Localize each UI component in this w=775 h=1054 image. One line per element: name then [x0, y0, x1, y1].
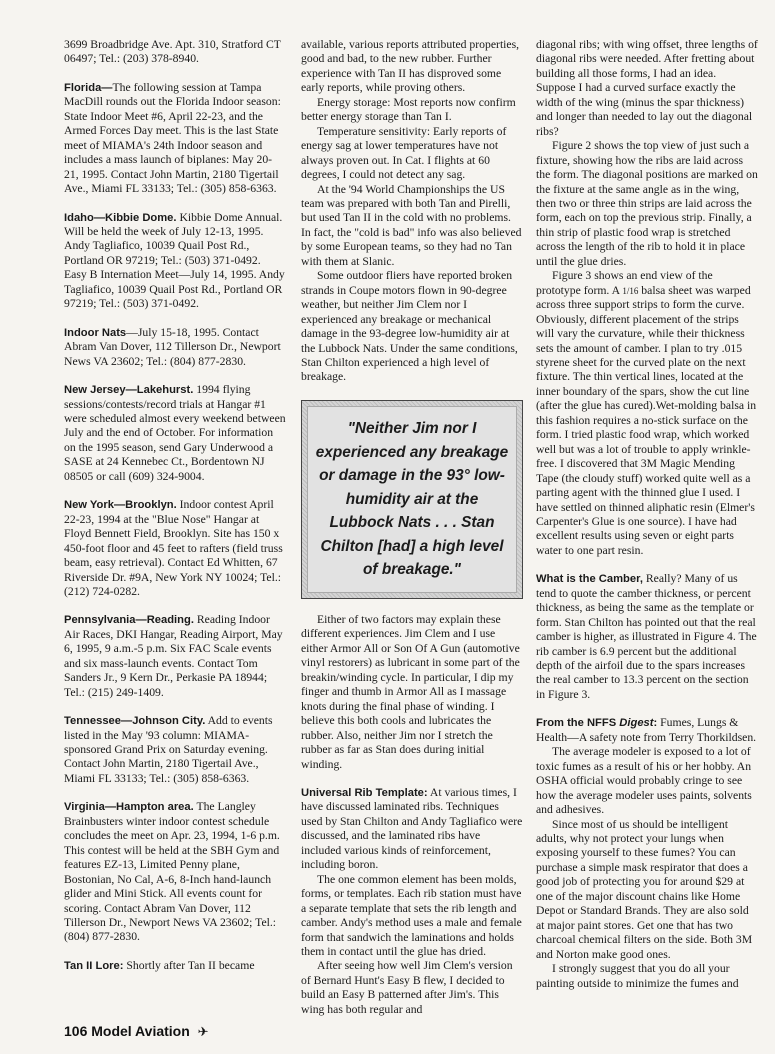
column-2-continued: [301, 613, 523, 1017]
listing-heading: Idaho—Kibbie Dome.: [64, 211, 177, 224]
section-heading: Universal Rib Template:: [301, 786, 428, 799]
listing-heading: Florida—: [64, 81, 113, 94]
listing-heading: Pennsylvania—Reading.: [64, 614, 194, 627]
column-1: [64, 38, 286, 973]
section-universal-rib-template: Universal Rib Template: At various times, I have discussed laminated ribs. Techniques used by Stan Chilton and Andy Tagliafico were discussed, and the laminated ribs have included various kinds of reinforcement, including boron.: [301, 785, 523, 872]
listing-pennsylvania: Pennsylvania—Reading. Reading Indoor Air Races, DKI Hangar, Reading Airport, May 6, 1995, 9 a.m.-5 p.m. Six FAC Scale events and six mass-launch events. Contact Tom Sanders Jr., 9 Kern Dr., Perkasie PA 18944; Tel.: (215) 249-1409.: [64, 613, 283, 699]
paragraph: The one common element has been molds, forms, or templates. Each rib station must have a separate template that sets the rib length and camber. Andy's method uses a male and female form that sandwich the laminations and holds them in contact until the glue has dried.: [301, 872, 522, 958]
column-2: [301, 38, 523, 385]
paragraph: I strongly suggest that you do all your painting outside to minimize the fumes and: [536, 962, 739, 990]
paragraph: available, various reports attributed properties, good and bad, to the new rubber. Further experience with Tan II has disproved some early reports, while proving others.: [301, 38, 520, 95]
listing-idaho: Idaho—Kibbie Dome. Kibbie Dome Annual. Will be held the week of July 12-13, 1995. Andy Tagliafico, 10039 Quail Post Rd., Portland OR 97219; Tel.: (503) 371-0492. Easy B Internation Meet—July 14, 1995. Andy Tagliafico, 10039 Quail Post Rd., Portland OR 97219; Tel.: (503) 371-0492.: [64, 210, 285, 311]
paragraph: Figure 3 shows an end view of the prototype form. A 1/16 balsa sheet was warped across three support strips to form the curve. Obviously, different placement of the strips will vary the curvature, while their thickness sets the amount of camber. I plan to try .015 styrene sheet for the curved plate on the next fixture. The thin vertical lines, located at the inner boundary of the spars, show the cut line (after the glue has cured).Wet-molding balsa in this fashion requires a no-stick surface on the form. I tried plastic food wrap, which worked well but was a lot of trouble to apply wrinkle-free. I discovered that 3M Magic Mending Tape (the cloudy stuff) worked quite well as a parting agent with the thinned glue I used. I have settled on thinned aliphatic resin (Elmer's Carpenter's Glue is one source). I have had excellent results using seven or eight parts water to one part resin.: [536, 269, 757, 557]
listing-florida: Florida—The following session at Tampa MacDill rounds out the Florida Indoor season: State Indoor Meet #6, April 22-23, and the Armed Forces Day meet. This is the last State meet of MIAMA's 24th Indoor season and includes a mass launch of biplanes: May 20-21, 1995. Contact John Martin, 2180 Tigertail Ave., Miami FL 33133; Tel.: (305) 858-6363.: [64, 80, 281, 196]
paragraph: Figure 2 shows the top view of just such a fixture, showing how the ribs are laid across the form. The diagonal positions are marked on the fixture at the same angle as in the wing, then two or three thin strips are laid across the form, each on top the previous strip. Finally, a thin strip of plastic food wrap is stretched across the length of the rib to hold it in place until the glue dries.: [536, 139, 758, 268]
listing-new-jersey: New Jersey—Lakehurst. 1994 flying sessions/contests/record trials at Hangar #1 were scheduled almost every weekend between July and the end of October. For information on the 1995 season, send Gary Underwood a SASE at 24 Kennebec Ct., Bordentown NJ 08505 or call (609) 324-9004.: [64, 383, 286, 483]
paragraph: Some outdoor fliers have reported broken strands in Coupe motors flown in 90-degree weather, but neither Jim Clem nor I experienced any breakage or mechanical damage in the 93-degree low-humidity air at the Lubbock Nats. Under the same conditions, Stan Chilton experienced a high level of breakage.: [301, 269, 518, 384]
paragraph: The average modeler is exposed to a lot of toxic fumes as a result of his or her hobby. An OSHA official would probably cringe to see how the average modeler uses paints, solvents and adhesives.: [536, 745, 752, 817]
section-what-is-the-camber: What is the Camber, Really? Many of us tend to quote the camber thickness, or percent thickness, as being the same as the template or form. Stan Chilton has pointed out that the real camber is higher, as illustrated in Figure 4. The rib camber is 6.9 percent but the additional depth of the airfoil due to the spars increases the real camber to 13.3 percent on the section in Figure 3.: [536, 572, 757, 701]
pull-quote-box: [301, 400, 523, 599]
section-heading: From the NFFS Digest:: [536, 717, 658, 730]
paragraph: diagonal ribs; with wing offset, three lengths of diagonal ribs were needed. After fretting about building all those forms, I had an idea. Suppose I had a curved surface exactly the width of the wing (minus the spar thickness) and longer than needed to lay out the diagonal ribs?: [536, 38, 758, 138]
paragraph: After seeing how well Jim Clem's version of Bernard Hunt's Easy B flew, I decided to build an Easy B patterned after Jim's. This wing has both regular and: [301, 959, 513, 1016]
paragraph: Either of two factors may explain these different experiences. Jim Clem and I use either Armor All or Son Of A Gun (automotive vinyl restorers) as lubricant in some part of the breakin/winding cycle. In particular, I dip my finger and thumb in Armor All as I massage knots during the final phase of winding. I believe this both cools and lubricates the rubber. Also, neither Jim nor I stretch the rubber as far as Stan does during initial winding.: [301, 613, 520, 771]
paragraph: Since most of us should be intelligent adults, why not protect your lungs when exposing yourself to these fumes? You can purchase a simple mask respirator that does a good job of protecting you for around $29 at one of the major discount chains like Home Depot or Standard Brands. They are also sold at major paint stores. Get one that has two charcoal chemical filters on the side. Both 3M and Norton make good ones.: [536, 817, 753, 961]
magazine-title: Model Aviation: [91, 1023, 190, 1039]
section-nffs-digest: From the NFFS Digest: Fumes, Lungs & Health—A safety note from Terry Thorkildsen.: [536, 716, 757, 744]
listing-heading: New Jersey—Lakehurst.: [64, 384, 194, 397]
listing-heading: Indoor Nats: [64, 326, 127, 339]
listing-heading: Virginia—Hampton area.: [64, 801, 194, 814]
listing-tennessee: Tennessee—Johnson City. Add to events listed in the May '93 column: MIAMA-sponsored Grand Prix on Saturday evening. Contact John Martin, 2180 Tigertail Ave., Miami FL 33133; Tel.: (305) 858-6363.: [64, 714, 273, 785]
listing-indoor-nats: Indoor Nats—July 15-18, 1995. Contact Abram Van Dover, 112 Tillerson Dr., Newport News VA 23602; Tel.: (804) 877-2830.: [64, 325, 281, 368]
listing-heading: New York—Brooklyn.: [64, 499, 177, 512]
listing-virginia: Virginia—Hampton area. The Langley Brainbusters winter indoor contest schedule concludes the meet on Apr. 23, 1994, 1-6 p.m. This contest will be held at the SBH Gym and features EZ-13, Limited Penny plane, Bostonian, No Cal, A-6, 8-Inch hand-launch glider and Mini Stick. All events count for scoring. Contact Abram Van Dover, 112 Tillerson Dr., Newport News VA 23602; Tel.: (804) 877-2830.: [64, 800, 280, 944]
section-heading: What is the Camber,: [536, 573, 643, 586]
paragraph: At the '94 World Championships the US team was prepared with both Tan and Pirelli, but used Tan II in the cold with no problems. In fact, the "cold is bad" info was also believed by some European teams, so they had no Tan with them at Slanic.: [301, 182, 522, 268]
section-tan-ii-lore: Tan II Lore: Shortly after Tan II became: [64, 958, 255, 972]
page-number: 106: [64, 1023, 88, 1039]
section-heading: Tan II Lore:: [64, 959, 124, 972]
pull-quote: "Neither Jim nor I experienced any breakage or damage in the 93° low-humidity air at the Lubbock Nats . . . Stan Chilton [had] a high level of breakage.": [315, 420, 509, 579]
paragraph: Energy storage: Most reports now confirm better energy storage than Tan I.: [301, 95, 516, 124]
listing-heading: Tennessee—Johnson City.: [64, 715, 206, 728]
paragraph: Temperature sensitivity: Early reports of energy sag at lower temperatures have not always proven out. In Cat. I flights at 60 degrees, I could not detect any sag.: [301, 124, 507, 182]
fraction: 1/16: [622, 285, 639, 296]
page-footer: [64, 1023, 209, 1040]
listing-new-york: New York—Brooklyn. Indoor contest April 22-23, 1994 at the "Blue Nose" Hangar at Floyd Bennett Field, Brooklyn. Site has 150 x 450-foot floor and 45 feet to rafters (field truss beam, easy retrieval). Contact Ed Whitten, 67 Riverside Dr. #9A, New York NY 10024; Tel.: (212) 724-0282.: [64, 498, 283, 598]
airplane-icon: ✈: [197, 1024, 209, 1039]
paragraph: 3699 Broadbridge Ave. Apt. 310, Stratford CT 06497; Tel.: (203) 378-8940.: [64, 38, 281, 66]
column-3: [536, 38, 758, 991]
